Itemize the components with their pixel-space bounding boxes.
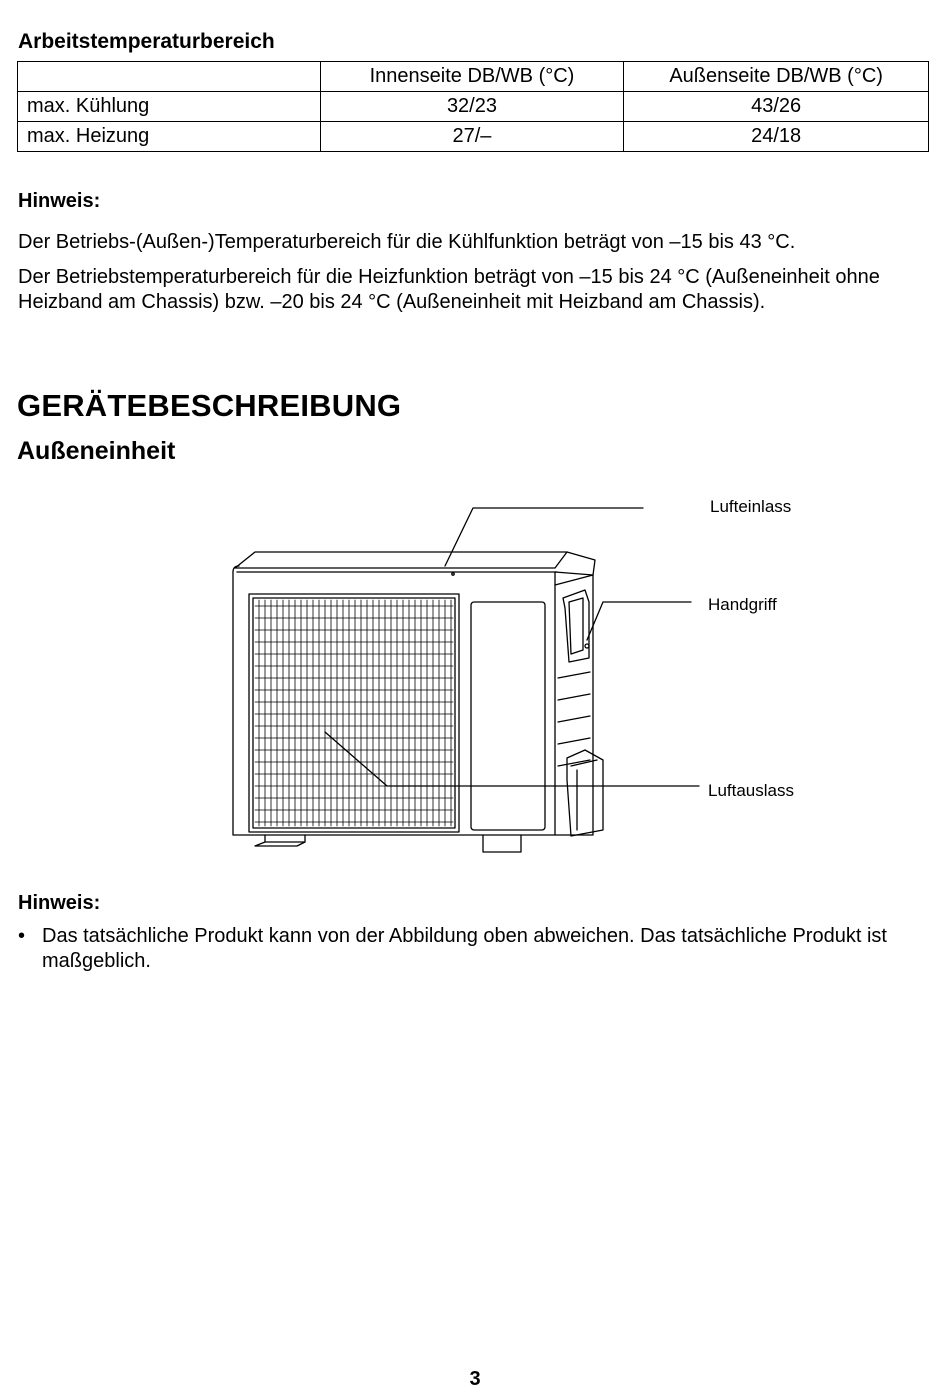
note-title: Hinweis: (18, 892, 101, 914)
table-cell: 27/– (320, 122, 624, 152)
outdoor-unit-figure (225, 490, 825, 870)
table-cell: 43/26 (624, 92, 929, 122)
table-header-cell (18, 62, 321, 92)
note-paragraph: Der Betriebstemperaturbereich für die Heizfunktion beträgt von –15 bis 24 °C (Außeneinheit ohne Heizband am Chassis) bzw. –20 bis 24 °C (Außeneinheit mit Heizband am Chassis). (18, 266, 880, 313)
bullet-marker: • (18, 925, 26, 947)
page-number: 3 (469, 1368, 481, 1390)
section-title: Arbeitstemperaturbereich (18, 30, 275, 53)
table-cell: max. Heizung (18, 122, 321, 152)
note-title: Hinweis: (18, 190, 101, 212)
temperature-table (17, 61, 929, 152)
table-cell: max. Kühlung (18, 92, 321, 122)
outdoor-unit-illustration (225, 490, 825, 870)
label-air-inlet: Lufteinlass (710, 497, 792, 516)
table-cell: 24/18 (624, 122, 929, 152)
sub-heading: Außeneinheit (17, 437, 176, 465)
table-header-row (18, 62, 929, 92)
label-handle: Handgriff (708, 595, 777, 614)
note-bullet-text: Das tatsächliche Produkt kann von der Abbildung oben abweichen. Das tatsächliche Produkt ist maßgeblich. (42, 925, 887, 972)
note-paragraph: Der Betriebs-(Außen-)Temperaturbereich für die Kühlfunktion beträgt von –15 bis 43 °C. (18, 231, 796, 253)
table-row (18, 122, 929, 152)
table-header-cell: Innenseite DB/WB (°C) (320, 62, 624, 92)
label-air-outlet: Luftauslass (708, 781, 794, 800)
table-cell: 32/23 (320, 92, 624, 122)
table-row (18, 92, 929, 122)
page-heading: GERÄTEBESCHREIBUNG (17, 388, 402, 423)
table-header-cell: Außenseite DB/WB (°C) (624, 62, 929, 92)
